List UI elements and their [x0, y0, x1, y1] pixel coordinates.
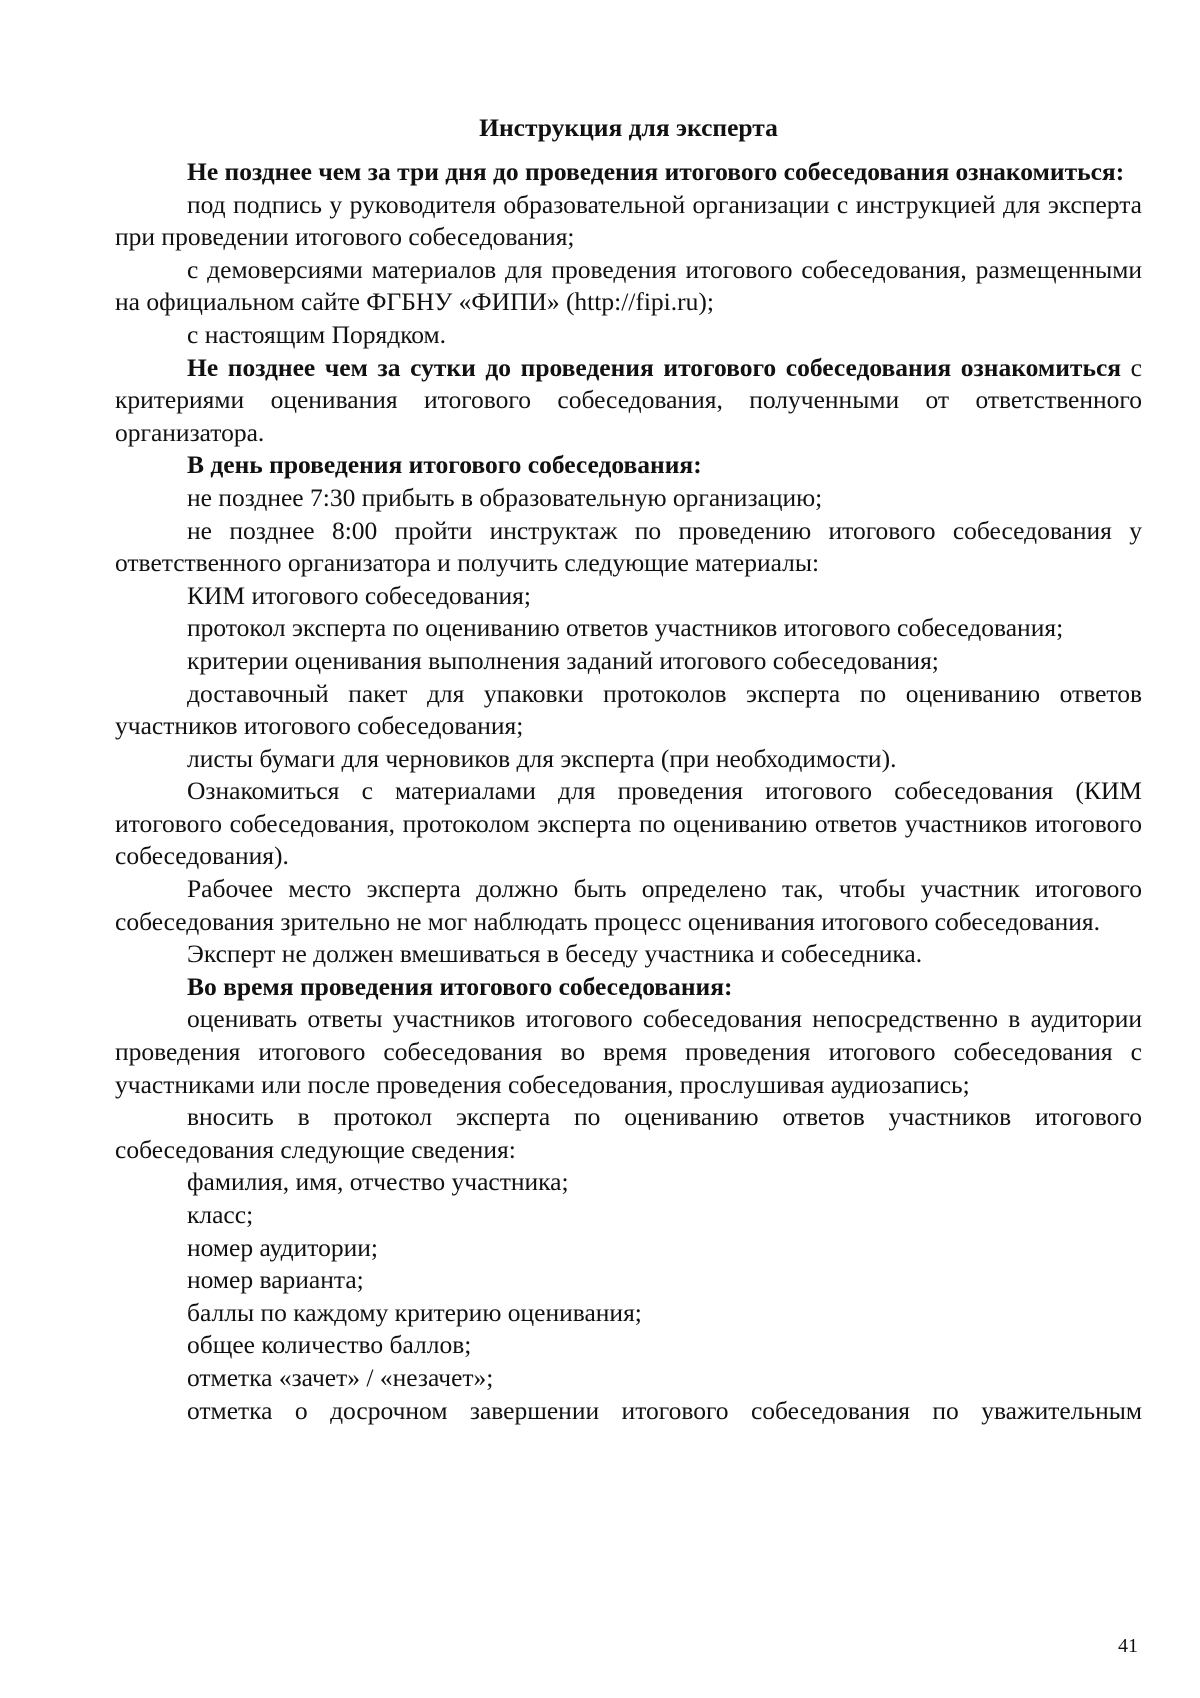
paragraph — [115, 775, 1142, 873]
paragraph-text: с критериями оценивания итогового собеседования, полученными от ответственного организатора. — [115, 352, 1142, 447]
paragraph-text: оценивать ответы участников итогового собеседования непосредственно в аудитории проведения итогового собеседования во время проведения итогового собеседования с участниками или после проведения собеседования, прослушивая аудиозапись; — [115, 1004, 1142, 1099]
paragraph-text: Рабочее место эксперта должно быть определено так, чтобы участник итогового собеседования зрительно не мог наблюдать процесс оценивания итогового собеседования. — [115, 874, 1142, 936]
page-number: 41 — [1118, 1635, 1138, 1657]
paragraph-text: критерии оценивания выполнения заданий итогового собеседования; — [187, 645, 939, 675]
paragraph — [115, 873, 1142, 938]
paragraph — [115, 612, 1142, 645]
paragraph-text: под подпись у руководителя образовательной организации с инструкцией для эксперта при проведении итогового собеседования; — [115, 189, 1142, 252]
paragraph — [115, 1297, 1142, 1330]
paragraph — [115, 743, 1142, 776]
paragraph — [115, 1232, 1142, 1265]
paragraph — [115, 515, 1142, 580]
paragraph — [115, 449, 1142, 482]
paragraph-text: отметка «зачет» / «незачет»; — [187, 1362, 494, 1392]
paragraph-text: не позднее 8:00 пройти инструктаж по проведению итогового собеседования у ответственного организатора и получить следующие материалы: — [115, 515, 1142, 578]
document-body — [115, 156, 1142, 1427]
paragraph — [115, 580, 1142, 613]
paragraph — [115, 1101, 1142, 1166]
paragraph-bold-text: Во время проведения итогового собеседования: — [187, 971, 733, 1001]
paragraph-text: КИМ итогового собеседования; — [187, 580, 531, 610]
paragraph-text: номер аудитории; — [187, 1232, 378, 1262]
paragraph — [115, 1329, 1142, 1362]
paragraph-text: доставочный пакет для упаковки протоколов эксперта по оцениванию ответов участников итогового собеседования; — [115, 678, 1142, 741]
paragraph — [115, 678, 1142, 743]
paragraph-bold-text: Не позднее чем за три дня до проведения итогового собеседования ознакомиться: — [187, 157, 1125, 186]
paragraph-text: общее количество баллов; — [187, 1330, 472, 1360]
paragraph-text: номер варианта; — [187, 1265, 364, 1295]
paragraph-continued — [115, 1395, 1142, 1428]
paragraph — [115, 1166, 1142, 1199]
paragraph — [115, 352, 1142, 450]
paragraph — [115, 189, 1142, 254]
paragraph — [115, 156, 1142, 189]
paragraph — [115, 319, 1142, 352]
paragraph-text: отметка о досрочном завершении итогового собеседования по уважительным — [187, 1395, 1142, 1425]
paragraph — [115, 645, 1142, 678]
document-page — [115, 112, 1142, 1427]
paragraph-text: Эксперт не должен вмешиваться в беседу участника и собеседника. — [187, 939, 923, 969]
paragraph — [115, 1264, 1142, 1297]
paragraph-bold-text: Не позднее чем за сутки до проведения итогового собеседования ознакомиться — [187, 352, 1122, 382]
paragraph — [115, 971, 1142, 1004]
paragraph-bold-text: В день проведения итогового собеседования: — [187, 450, 702, 480]
paragraph — [115, 1199, 1142, 1232]
paragraph — [115, 938, 1142, 971]
paragraph-text: Ознакомиться с материалами для проведения итогового собеседования (КИМ итогового собеседования, протоколом эксперта по оцениванию ответов участников итогового собеседования). — [115, 776, 1142, 871]
paragraph-text: не позднее 7:30 прибыть в образовательную организацию; — [187, 482, 823, 512]
paragraph — [115, 254, 1142, 319]
document-title: Инструкция для эксперта — [479, 113, 778, 142]
paragraph-text: класс; — [187, 1200, 254, 1229]
paragraph-text: баллы по каждому критерию оценивания; — [187, 1297, 642, 1327]
paragraph-text: фамилия, имя, отчество участника; — [187, 1167, 569, 1197]
paragraph-text: вносить в протокол эксперта по оцениванию ответов участников итогового собеседования следующие сведения: — [115, 1102, 1142, 1164]
paragraph — [115, 1003, 1142, 1101]
paragraph — [115, 482, 1142, 515]
paragraph-text: протокол эксперта по оцениванию ответов участников итогового собеседования; — [187, 613, 1064, 643]
paragraph-text: листы бумаги для черновиков для эксперта (при необходимости). — [187, 743, 897, 773]
paragraph-text: с демоверсиями материалов для проведения итогового собеседования, размещенными на официальном сайте ФГБНУ «ФИПИ» (http://fipi.ru); — [115, 254, 1142, 317]
paragraph-text: с настоящим Порядком. — [187, 319, 447, 349]
paragraph — [115, 1362, 1142, 1395]
